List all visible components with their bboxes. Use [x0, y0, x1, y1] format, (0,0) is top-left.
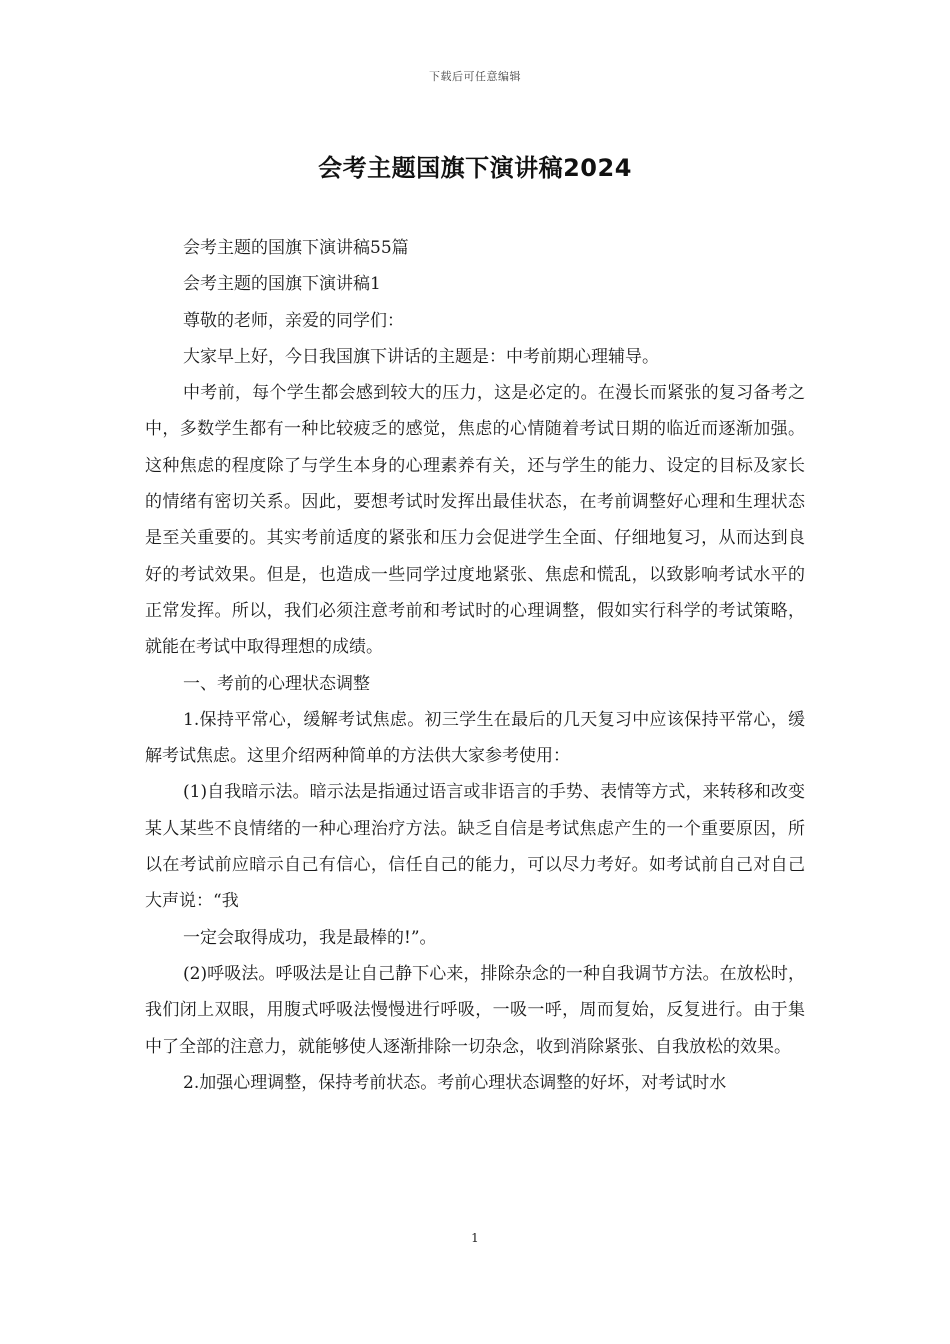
page-number: 1 [471, 1231, 479, 1245]
paragraph-subtitle: 会考主题的国旗下演讲稿55篇 [183, 238, 409, 258]
paragraph-point-1: 1.保持平常心，缓解考试焦虑。初三学生在最后的几天复习中应该保持平常心，缓解考试焦虑。这里介绍两种简单的方法供大家参考使用： [145, 709, 805, 767]
paragraph-salutation: 尊敬的老师，亲爱的同学们： [183, 310, 404, 331]
paragraph-method-1: (1)自我暗示法。暗示法是指通过语言或非语言的手势、表情等方式，来转移和改变某人某些不良情绪的一种心理治疗方法。缺乏自信是考试焦虑产生的一个重要原因，所以在考试前应暗示自己有信心，信任自己的能力，可以尽力考好。如考试前自己对自己大声说：“我 [145, 782, 805, 912]
paragraph-method-2: (2)呼吸法。呼吸法是让自己静下心来，排除杂念的一种自我调节方法。在放松时，我们闭上双眼，用腹式呼吸法慢慢进行呼吸，一吸一呼，周而复始，反复进行。由于集中了全部的注意力，就能够使人逐渐排除一切杂念，收到消除紧张、自我放松的效果。 [145, 963, 805, 1057]
paragraph-speech-heading: 会考主题的国旗下演讲稿1 [183, 274, 381, 295]
document-body [145, 230, 805, 1101]
paragraph-point-2: 2.加强心理调整，保持考前状态。考前心理状态调整的好坏，对考试时水 [183, 1072, 727, 1093]
header-note: 下载后可任意编辑 [429, 70, 521, 83]
document-title: 会考主题国旗下演讲稿2024 [318, 154, 632, 182]
paragraph-greeting: 大家早上好，今日我国旗下讲话的主题是：中考前期心理辅导。 [183, 346, 659, 367]
section-heading-1: 一、考前的心理状态调整 [183, 673, 370, 694]
paragraph-method-1-quote: 一定会取得成功，我是最棒的!”。 [183, 927, 437, 948]
paragraph-intro: 中考前，每个学生都会感到较大的压力，这是必定的。在漫长而紧张的复习备考之中，多数学生都有一种比较疲乏的感觉，焦虑的心情随着考试日期的临近而逐渐加强。这种焦虑的程度除了与学生本身的心理素养有关，还与学生的能力、设定的目标及家长的情绪有密切关系。因此，要想考试时发挥出最佳状态，在考前调整好心理和生理状态是至关重要的。其实考前适度的紧张和压力会促进学生全面、仔细地复习，从而达到良好的考试效果。但是，也造成一些同学过度地紧张、焦虑和慌乱，以致影响考试水平的正常发挥。所以，我们必须注意考前和考试时的心理调整，假如实行科学的考试策略，就能在考试中取得理想的成绩。 [145, 383, 805, 658]
